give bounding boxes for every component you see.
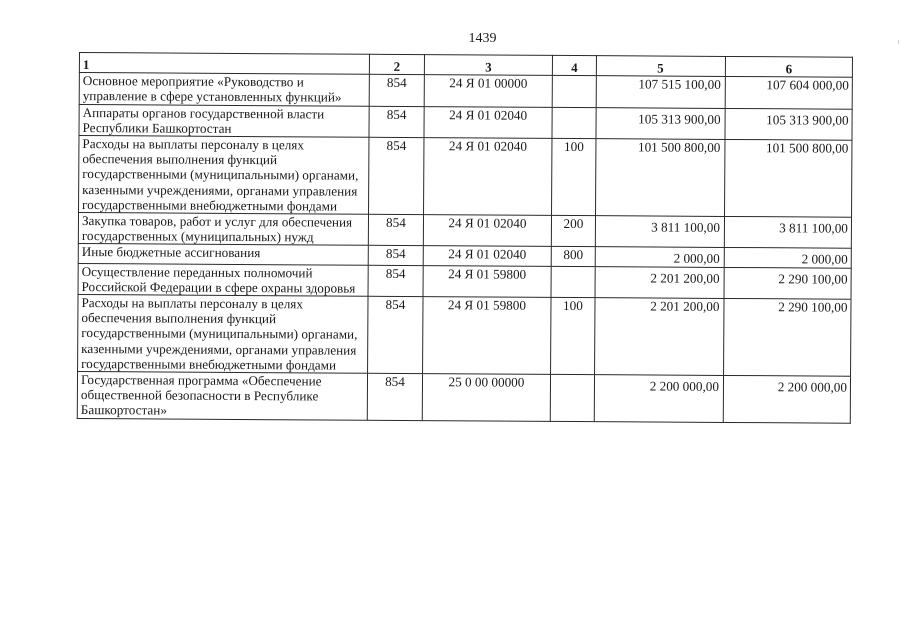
- row-csr: 24 Я 01 02040: [423, 215, 551, 247]
- row-ved: 854: [369, 137, 424, 214]
- row-csr: 24 Я 01 00000: [424, 75, 552, 107]
- row-vr: 100: [552, 138, 596, 215]
- table-row: [79, 136, 852, 218]
- row-vr: 800: [551, 247, 595, 266]
- page-number: 1439: [468, 31, 497, 46]
- table-row: [78, 295, 851, 377]
- budget-table-sheet: [77, 52, 853, 423]
- table-row: [77, 372, 850, 423]
- row-vr: 100: [551, 297, 595, 374]
- row-sum-col6: 105 313 900,00: [725, 108, 852, 140]
- row-csr: 24 Я 01 02040: [424, 106, 552, 138]
- row-csr: 24 Я 01 02040: [423, 246, 551, 266]
- row-ved: 854: [368, 265, 423, 297]
- row-vr: 200: [551, 215, 595, 247]
- row-sum-col6: 107 604 000,00: [725, 77, 852, 109]
- row-sum-col5: 105 313 900,00: [596, 107, 725, 139]
- table-row: [79, 73, 852, 109]
- row-name: Закупка товаров, работ и услуг для обеспечения государственных (муниципальных) нужд: [78, 213, 368, 246]
- row-name: Аппараты органов государственной власти Республики Башкортостан: [79, 104, 369, 137]
- row-sum-col5: 2 200 000,00: [594, 375, 723, 422]
- row-sum-col5: 2 000,00: [595, 247, 724, 267]
- row-sum-col5: 101 500 800,00: [596, 139, 725, 217]
- row-vr: [552, 76, 596, 108]
- row-sum-col6: 2 290 100,00: [724, 267, 851, 299]
- row-ved: 854: [369, 106, 424, 138]
- row-name: Расходы на выплаты персоналу в целях обеспечения выполнения функций государственными (муниципальными) органами, казенными учреждениями, органами управления государственными внебюджетными фондами: [79, 136, 369, 215]
- row-sum-col6: 2 000,00: [724, 248, 851, 268]
- row-csr: 24 Я 01 59800: [423, 297, 551, 375]
- row-ved: 854: [367, 373, 422, 420]
- row-ved: 854: [368, 296, 423, 373]
- row-sum-col6: 101 500 800,00: [725, 139, 852, 217]
- header-col-2: 2: [369, 54, 424, 75]
- row-ved: 854: [368, 246, 423, 266]
- row-csr: 24 Я 01 59800: [423, 265, 551, 297]
- row-sum-col5: 107 515 100,00: [596, 76, 725, 108]
- row-csr: 25 0 00 00000: [422, 374, 550, 421]
- row-vr: [552, 107, 596, 139]
- row-name: Основное мероприятие «Руководство и управление в сфере установленных функций»: [79, 73, 369, 106]
- header-col-3: 3: [424, 55, 552, 76]
- row-name: Расходы на выплаты персоналу в целях обеспечения выполнения функций государственными (муниципальными) органами, казенными учреждениями, органами управления государственными внебюджетными фондами: [78, 295, 368, 374]
- budget-table: [77, 52, 853, 423]
- row-sum-col6: 3 811 100,00: [724, 216, 851, 248]
- row-sum-col6: 2 290 100,00: [724, 298, 851, 376]
- row-name: Государственная программа «Обеспечение общественной безопасности в Республике Башкортостан»: [77, 372, 367, 420]
- row-ved: 854: [369, 74, 424, 106]
- row-ved: 854: [368, 214, 423, 246]
- row-sum-col6: 2 200 000,00: [723, 376, 850, 423]
- row-vr: [551, 266, 595, 298]
- row-vr: [550, 374, 594, 421]
- row-csr: 24 Я 01 02040: [424, 138, 552, 216]
- scan-mark: [898, 40, 899, 44]
- header-col-4: 4: [552, 55, 596, 75]
- row-name: Осуществление переданных полномочий Российской Федерации в сфере охраны здоровья: [78, 263, 368, 296]
- header-col-5: 5: [596, 56, 725, 77]
- table-row: [78, 213, 851, 249]
- table-row: [78, 263, 851, 299]
- row-sum-col5: 3 811 100,00: [595, 216, 724, 248]
- row-sum-col5: 2 201 200,00: [595, 298, 724, 376]
- row-sum-col5: 2 201 200,00: [595, 266, 724, 298]
- header-col-1: 1: [79, 53, 369, 75]
- header-col-6: 6: [725, 56, 852, 77]
- table-row: [79, 104, 852, 140]
- row-name: Иные бюджетные ассигнования: [78, 244, 368, 265]
